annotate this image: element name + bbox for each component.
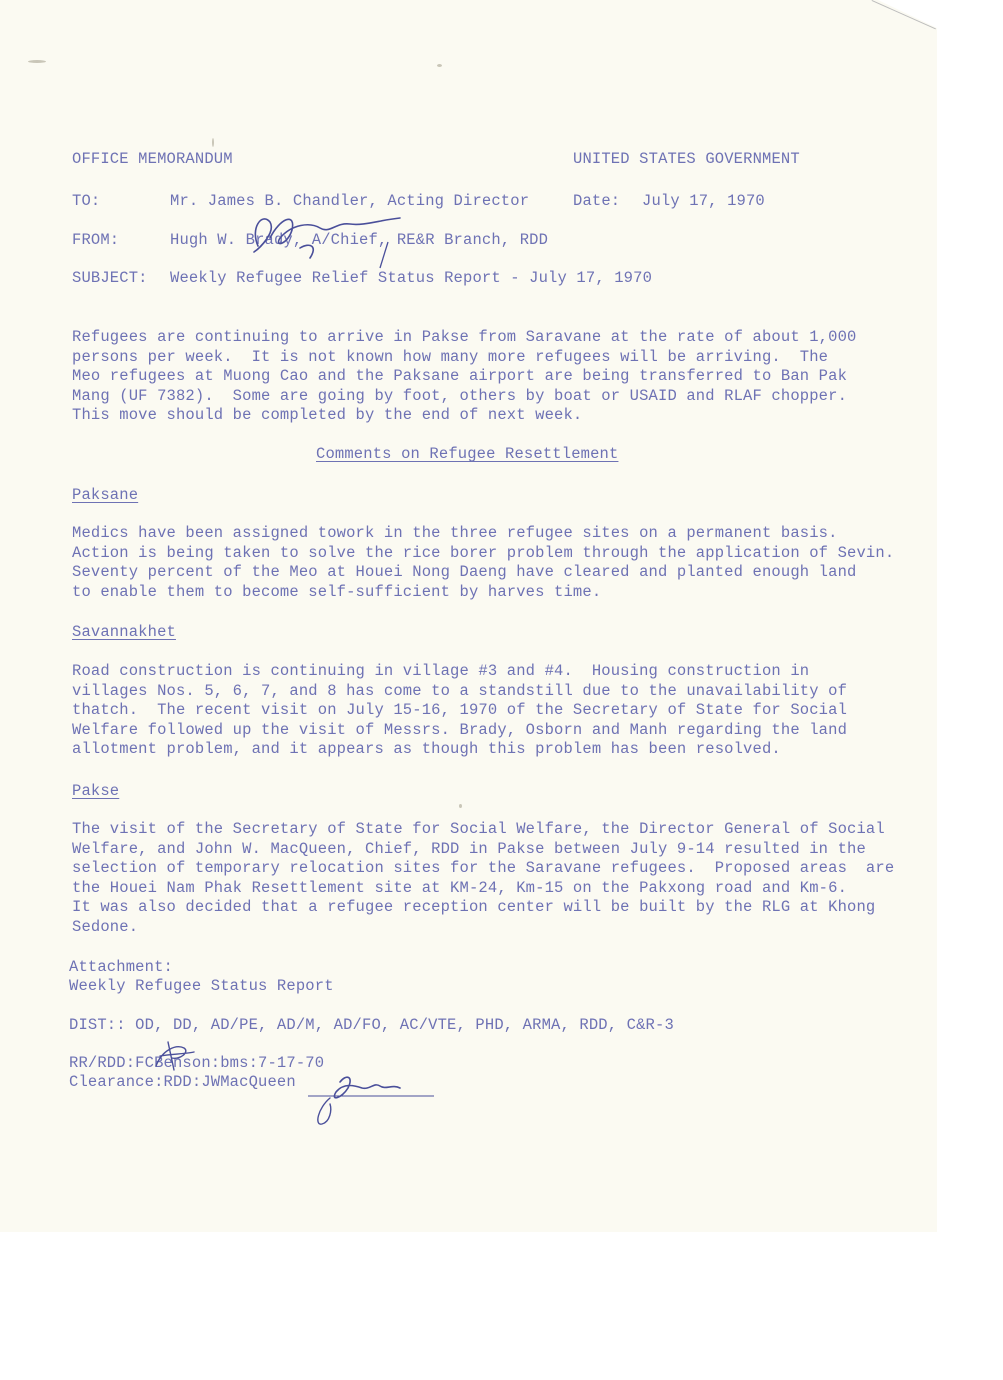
clearance-signature — [300, 1064, 440, 1130]
section-heading-savannakhet: Savannakhet — [72, 623, 176, 641]
intro-line: Refugees are continuing to arrive in Pakse from Saravane at the rate of about 1,000 — [72, 328, 857, 346]
memo-type: OFFICE MEMORANDUM — [72, 150, 233, 168]
body-line: Seventy percent of the Meo at Houei Nong Daeng have cleared and planted enough land — [72, 563, 857, 582]
routing-initials — [150, 1036, 200, 1076]
section-body-pakse — [72, 820, 894, 938]
body-line: Welfare, and John W. MacQueen, Chief, RDD in Pakse between July 9-14 resulted in the — [72, 839, 866, 858]
intro-line: persons per week. It is not known how many more refugees will be arriving. The — [72, 347, 829, 366]
to-label: TO: — [72, 192, 101, 210]
body-line: thatch. The recent visit on July 15-16, 1970 of the Secretary of State for Social — [72, 701, 848, 720]
routing-line: RR/RDD:FCBenson:bms:7-17-70 — [69, 1054, 325, 1072]
body-line: Action is being taken to solve the rice borer problem through the application of Sevin. — [72, 543, 895, 562]
body-line: Road construction is continuing in village #3 and #4. Housing construction in — [72, 662, 810, 680]
attachment-value: Weekly Refugee Status Report — [69, 977, 334, 995]
folded-corner — [878, 0, 937, 28]
comments-heading: Comments on Refugee Resettlement — [316, 445, 619, 463]
body-line: to enable them to become self-sufficient by harves time. — [72, 582, 602, 601]
body-line: the Houei Nam Phak Resettlement site at KM-24, Km-15 on the Pakxong road and Km-6. — [72, 878, 848, 897]
attachment-label: Attachment: — [69, 958, 173, 976]
body-line: Medics have been assigned towork in the three refugee sites on a permanent basis. — [72, 524, 838, 542]
section-heading-pakse: Pakse — [72, 782, 120, 800]
date-value: July 17, 1970 — [642, 192, 765, 210]
body-line: selection of temporary relocation sites for the Saravane refugees. Proposed areas are — [72, 859, 895, 878]
from-label: FROM: — [72, 231, 120, 249]
body-line: It was also decided that a refugee reception center will be built by the RLG at Khong — [72, 898, 876, 917]
intro-line: Mang (UF 7382). Some are going by foot, others by boat or USAID and RLAF chopper. — [72, 386, 848, 405]
subject-label: SUBJECT: — [72, 269, 148, 287]
date-label: Date: — [573, 192, 621, 210]
subject-value: Weekly Refugee Relief Status Report - July 17, 1970 — [170, 269, 653, 287]
intro-paragraph — [72, 328, 856, 426]
intro-line: This move should be completed by the end of next week. — [72, 406, 583, 425]
body-line: villages Nos. 5, 6, 7, and 8 has come to a standstill due to the unavailability of — [72, 681, 848, 700]
government-header: UNITED STATES GOVERNMENT — [573, 150, 800, 168]
paper-speck — [459, 804, 462, 808]
initials-signature — [240, 208, 410, 270]
paper-speck — [437, 64, 442, 67]
body-line: allotment problem, and it appears as though this problem has been resolved. — [72, 740, 781, 759]
body-line: Welfare followed up the visit of Messrs. Brady, Osborn and Manh regarding the land — [72, 720, 848, 739]
to-value: Mr. James B. Chandler, Acting Director — [170, 192, 530, 210]
section-heading-paksane: Paksane — [72, 486, 139, 504]
section-body-paksane — [72, 524, 894, 602]
section-body-savannakhet — [72, 662, 847, 760]
paper-speck — [212, 138, 214, 147]
paper-speck — [28, 60, 46, 63]
body-line: The visit of the Secretary of State for Social Welfare, the Director General of Social — [72, 820, 885, 838]
clearance-line: Clearance:RDD:JWMacQueen — [69, 1073, 296, 1091]
intro-line: Meo refugees at Muong Cao and the Paksane airport are being transferred to Ban Pak — [72, 367, 848, 386]
body-line: Sedone. — [72, 917, 139, 936]
from-value: Hugh W. Brady, A/Chief, RE&R Branch, RDD — [170, 231, 549, 249]
distribution-list: DIST:: OD, DD, AD/PE, AD/M, AD/FO, AC/VTE, PHD, ARMA, RDD, C&R-3 — [69, 1016, 674, 1034]
